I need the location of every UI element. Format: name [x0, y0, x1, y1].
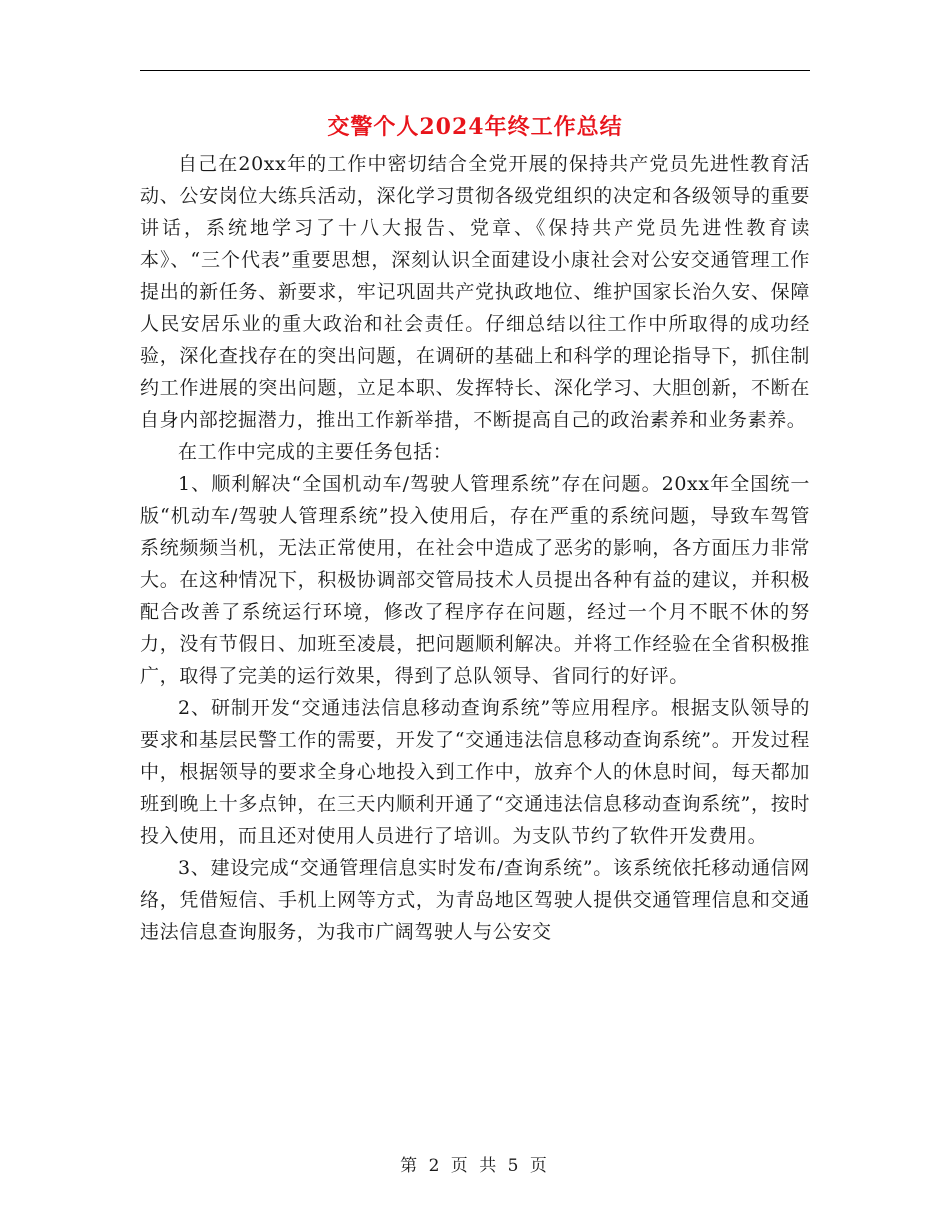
paragraph-intro: 自己在20xx年的工作中密切结合全党开展的保持共产党员先进性教育活动、公安岗位大练兵活动，深化学习贯彻各级党组织的决定和各级领导的重要讲话，系统地学习了十八大报告、党章、《保持共产党员先进性教育读本》、“三个代表”重要思想，深刻认识全面建设小康社会对公安交通管理工作提出的新任务、新要求，牢记巩固共产党执政地位、维护国家长治久安、保障人民安居乐业的重大政治和社会责任。仔细总结以往工作中所取得的成功经验，深化查找存在的突出问题，在调研的基础上和科学的理论指导下，抓住制约工作进展的突出问题，立足本职、发挥特长、深化学习、大胆创新，不断在自身内部挖掘潜力，推出工作新举措，不断提高自己的政治素养和业务素养。: [140, 153, 810, 431]
paragraph-task-3: 3、建设完成“交通管理信息实时发布/查询系统”。该系统依托移动通信网络，凭借短信、手机上网等方式，为青岛地区驾驶人提供交通管理信息和交通违法信息查询服务，为我市广阔驾驶人与公安交: [140, 857, 810, 943]
paragraph-task-1: 1、顺利解决“全国机动车/驾驶人管理系统”存在问题。20xx年全国统一版“机动车/驾驶人管理系统”投入使用后，存在严重的系统问题，导致车驾管系统频频当机，无法正常使用，在社会中造成了恶劣的影响，各方面压力非常大。在这种情况下，积极协调部交管局技术人员提出各种有益的建议，并积极配合改善了系统运行环境，修改了程序存在问题，经过一个月不眠不休的努力，没有节假日、加班至凌晨，把问题顺利解决。并将工作经验在全省积极推广，取得了完美的运行效果，得到了总队领导、省同行的好评。: [140, 473, 810, 687]
header-rule: [140, 70, 810, 71]
document-body: [140, 148, 810, 948]
paragraph-task-heading: 在工作中完成的主要任务包括：: [178, 441, 453, 463]
paragraph-task-2: 2、研制开发“交通违法信息移动查询系统”等应用程序。根据支队领导的要求和基层民警工作的需要，开发了“交通违法信息移动查询系统”。开发过程中，根据领导的要求全身心地投入到工作中，放弃个人的休息时间，每天都加班到晚上十多点钟，在三天内顺利开通了“交通违法信息移动查询系统”，按时投入使用，而且还对使用人员进行了培训。为支队节约了软件开发费用。: [140, 697, 810, 847]
page-footer: 第 2 页 共 5 页: [400, 1156, 550, 1176]
document-title: 交警个人2024年终工作总结: [327, 114, 623, 140]
